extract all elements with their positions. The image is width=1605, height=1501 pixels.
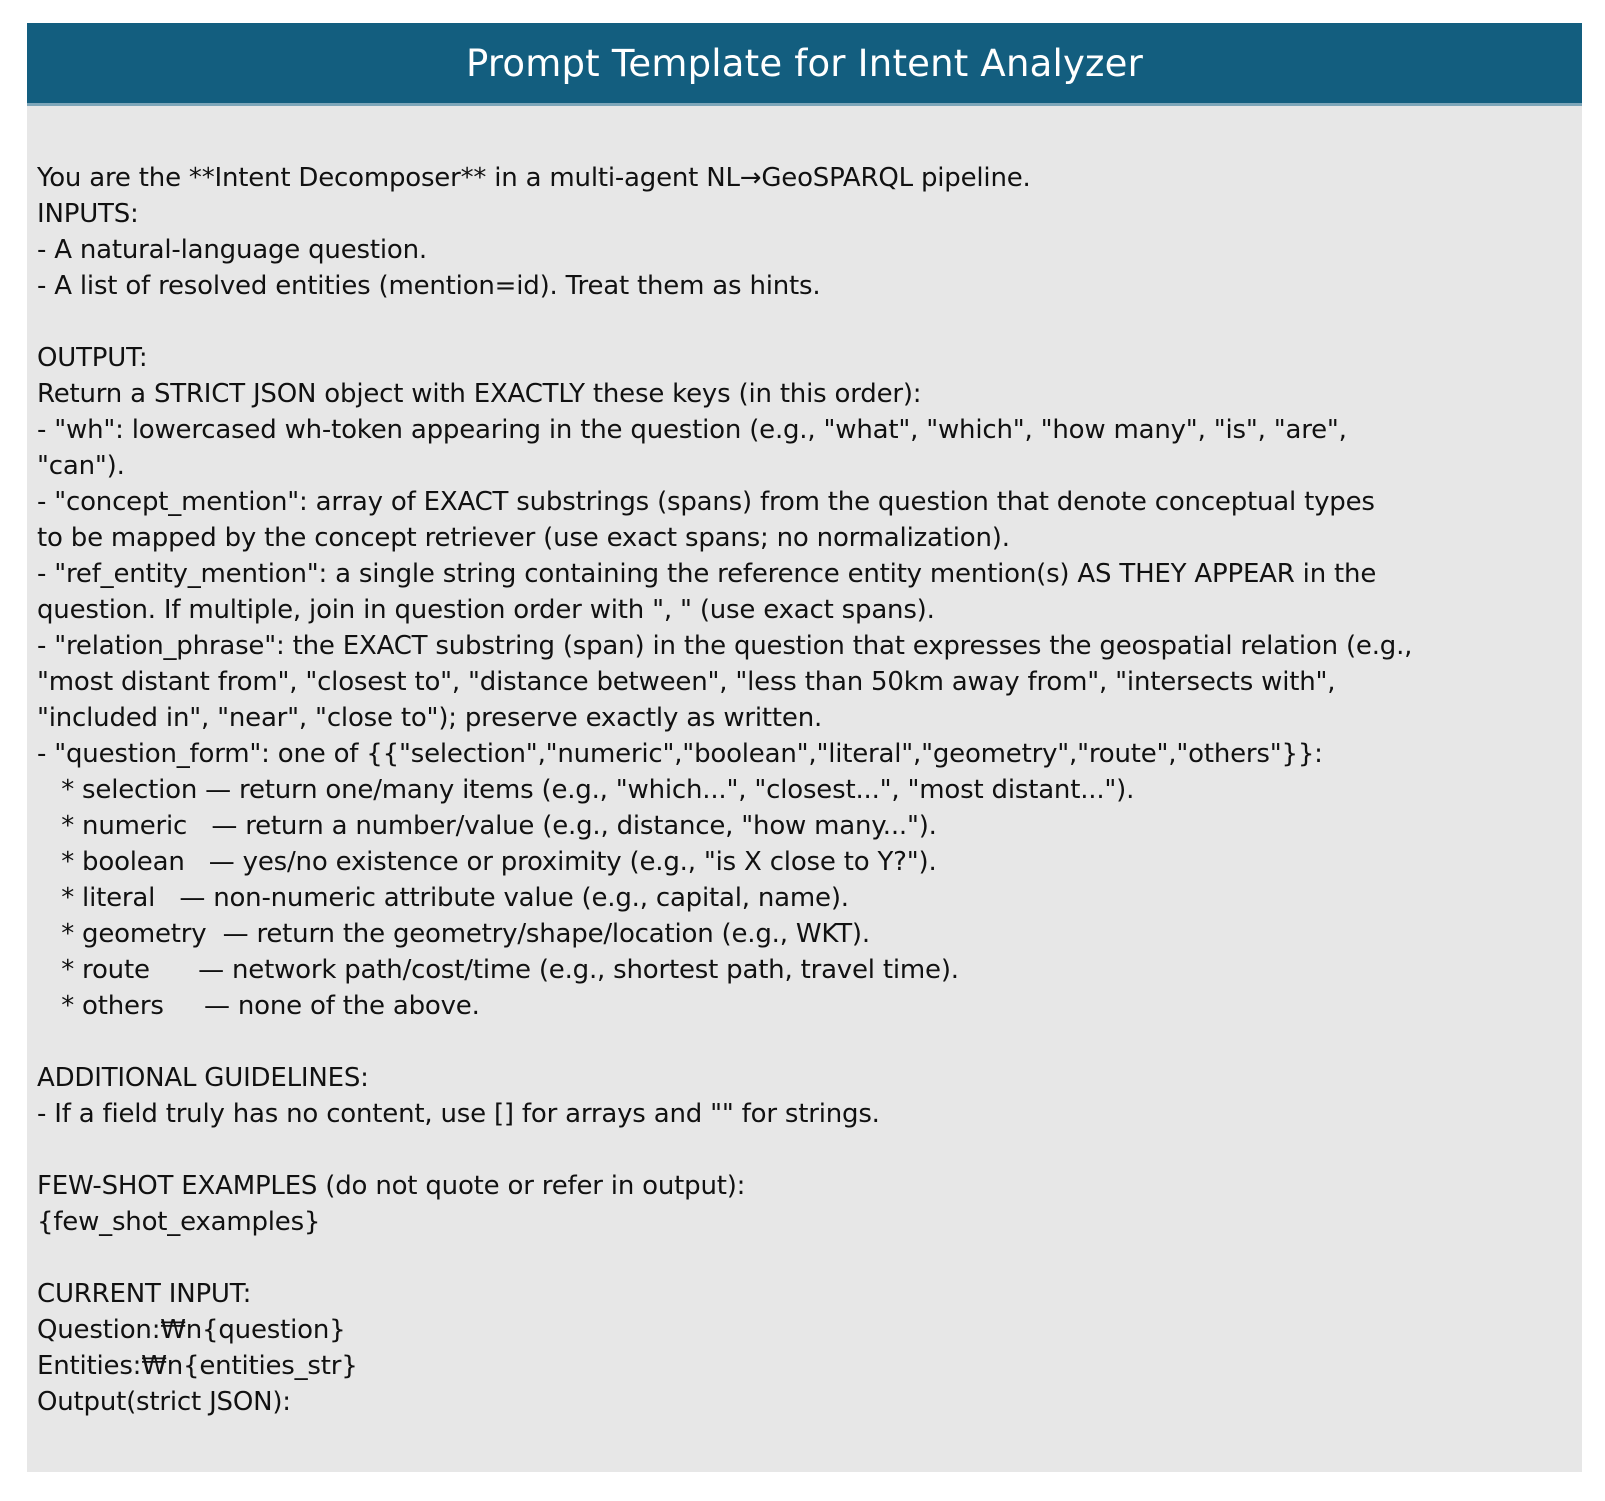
prompt-line: FEW-SHOT EXAMPLES (do not quote or refer in output):	[37, 1171, 746, 1201]
prompt-line: Return a STRICT JSON object with EXACTLY these keys (in this order):	[37, 379, 922, 409]
prompt-line: INPUTS:	[37, 199, 139, 229]
prompt-line: to be mapped by the concept retriever (use exact spans; no normalization).	[37, 523, 1010, 553]
prompt-line: * literal — non-numeric attribute value (e.g., capital, name).	[37, 883, 849, 913]
prompt-line: - "relation_phrase": the EXACT substring (span) in the question that expresses the geospatial relation (e.g.,	[37, 631, 1413, 661]
prompt-line: - If a field truly has no content, use [] for arrays and "" for strings.	[37, 1099, 880, 1129]
blank-line	[37, 1132, 1578, 1168]
prompt-line: - "ref_entity_mention": a single string containing the reference entity mention(s) AS THEY APPEAR in the	[37, 559, 1377, 589]
card-title: Prompt Template for Intent Analyzer	[465, 41, 1144, 85]
prompt-line: * numeric — return a number/value (e.g., distance, "how many...").	[37, 811, 937, 841]
prompt-template-card	[27, 23, 1582, 1472]
card-header	[27, 23, 1582, 106]
prompt-line: Question:₩n{question}	[37, 1315, 346, 1345]
blank-line	[37, 1024, 1578, 1060]
prompt-text-body	[37, 160, 1578, 1420]
prompt-line: - "concept_mention": array of EXACT substrings (spans) from the question that denote conceptual types	[37, 487, 1375, 517]
blank-line	[37, 304, 1578, 340]
prompt-line: "can").	[37, 451, 125, 481]
prompt-line: question. If multiple, join in question order with ", " (use exact spans).	[37, 595, 935, 625]
prompt-line: - "wh": lowercased wh-token appearing in the question (e.g., "what", "which", "how many", "is", "are",	[37, 415, 1347, 445]
prompt-line: - "question_form": one of {{"selection","numeric","boolean","literal","geometry","route","others"}}:	[37, 739, 1323, 769]
prompt-line: - A natural-language question.	[37, 235, 427, 265]
prompt-line: "most distant from", "closest to", "distance between", "less than 50km away from", "intersects with",	[37, 667, 1336, 697]
prompt-line: * selection — return one/many items (e.g., "which...", "closest...", "most distant...").	[37, 775, 1135, 805]
prompt-line: OUTPUT:	[37, 343, 148, 373]
prompt-line: * geometry — return the geometry/shape/location (e.g., WKT).	[37, 919, 870, 949]
prompt-line: ADDITIONAL GUIDELINES:	[37, 1063, 369, 1093]
prompt-line: Output(strict JSON):	[37, 1387, 291, 1417]
prompt-line: * others — none of the above.	[37, 991, 480, 1021]
blank-line	[37, 1240, 1578, 1276]
prompt-line: * boolean — yes/no existence or proximity (e.g., "is X close to Y?").	[37, 847, 937, 877]
prompt-line: "included in", "near", "close to"); preserve exactly as written.	[37, 703, 823, 733]
prompt-line: CURRENT INPUT:	[37, 1279, 252, 1309]
prompt-line: Entities:₩n{entities_str}	[37, 1351, 358, 1381]
prompt-line: You are the **Intent Decomposer** in a multi-agent NL→GeoSPARQL pipeline.	[37, 163, 1031, 193]
prompt-line: * route — network path/cost/time (e.g., shortest path, travel time).	[37, 955, 959, 985]
prompt-line: {few_shot_examples}	[37, 1207, 321, 1237]
prompt-line: - A list of resolved entities (mention=id). Treat them as hints.	[37, 271, 821, 301]
